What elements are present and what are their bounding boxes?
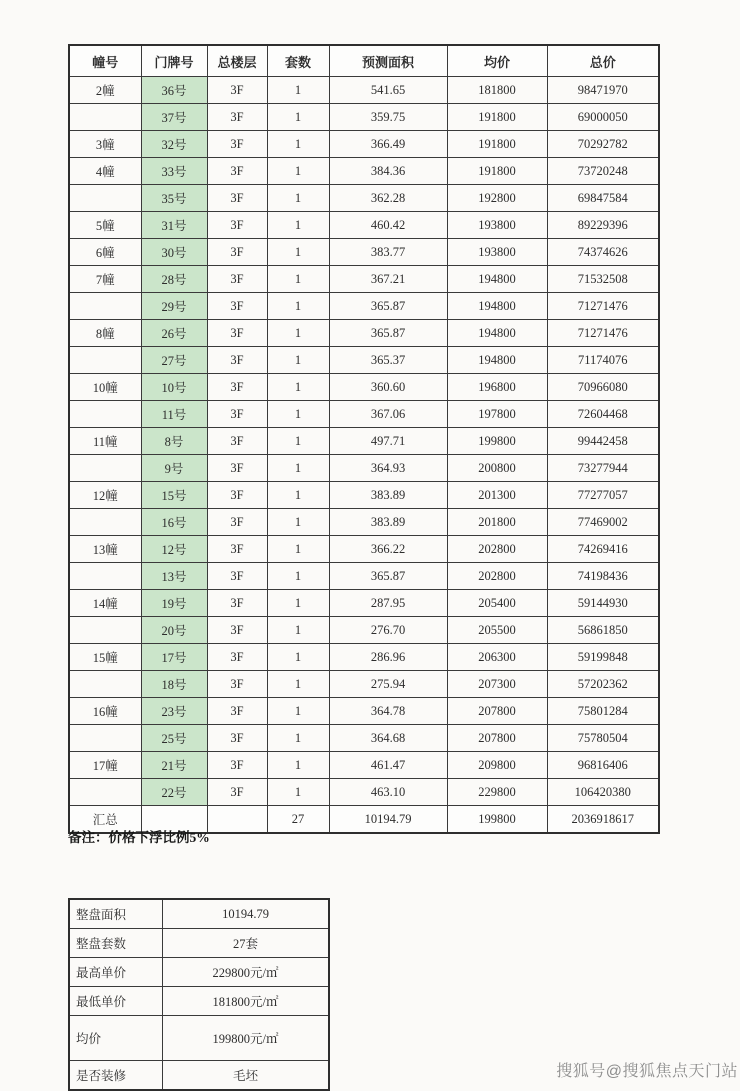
cell: 1: [267, 212, 329, 239]
pricing-table: [68, 44, 660, 834]
cell: 74198436: [547, 563, 659, 590]
door-number-cell: 31号: [141, 212, 207, 239]
cell: [69, 617, 141, 644]
cell: 383.89: [329, 482, 447, 509]
column-header: 均价: [447, 45, 547, 77]
cell: 367.06: [329, 401, 447, 428]
cell: 1: [267, 752, 329, 779]
cell: 69000050: [547, 104, 659, 131]
cell: 197800: [447, 401, 547, 428]
cell: 69847584: [547, 185, 659, 212]
cell: 383.77: [329, 239, 447, 266]
cell: 286.96: [329, 644, 447, 671]
door-number-cell: 8号: [141, 428, 207, 455]
cell: 3F: [207, 347, 267, 374]
cell: 96816406: [547, 752, 659, 779]
cell: 106420380: [547, 779, 659, 806]
column-header: 预测面积: [329, 45, 447, 77]
door-number-cell: 21号: [141, 752, 207, 779]
door-number-cell: 28号: [141, 266, 207, 293]
cell: 73277944: [547, 455, 659, 482]
info-label: 是否装修: [69, 1061, 163, 1091]
cell: 98471970: [547, 77, 659, 104]
cell: 3F: [207, 536, 267, 563]
door-number-cell: 32号: [141, 131, 207, 158]
door-number-cell: 13号: [141, 563, 207, 590]
cell: 1: [267, 104, 329, 131]
cell: 1: [267, 428, 329, 455]
cell: 8幢: [69, 320, 141, 347]
door-number-cell: 36号: [141, 77, 207, 104]
column-header: 幢号: [69, 45, 141, 77]
cell: 1: [267, 239, 329, 266]
cell: 205500: [447, 617, 547, 644]
table-row: [69, 77, 659, 104]
cell: 194800: [447, 266, 547, 293]
door-number-cell: 35号: [141, 185, 207, 212]
table-row: [69, 590, 659, 617]
cell: 3F: [207, 590, 267, 617]
cell: 3F: [207, 185, 267, 212]
column-header: 套数: [267, 45, 329, 77]
column-header: 门牌号: [141, 45, 207, 77]
info-value: 毛坯: [163, 1061, 330, 1091]
cell: 1: [267, 77, 329, 104]
cell: 1: [267, 536, 329, 563]
cell: 3F: [207, 428, 267, 455]
info-value: 181800元/㎡: [163, 987, 330, 1016]
cell: 6幢: [69, 239, 141, 266]
cell: 461.47: [329, 752, 447, 779]
cell: 3F: [207, 212, 267, 239]
cell: 202800: [447, 563, 547, 590]
cell: 3幢: [69, 131, 141, 158]
cell: 359.75: [329, 104, 447, 131]
door-number-cell: 12号: [141, 536, 207, 563]
info-value: 199800元/㎡: [163, 1016, 330, 1061]
cell: 365.37: [329, 347, 447, 374]
cell: 206300: [447, 644, 547, 671]
cell: 201300: [447, 482, 547, 509]
cell: 207800: [447, 725, 547, 752]
cell: 194800: [447, 293, 547, 320]
cell: 71271476: [547, 293, 659, 320]
cell: 汇总: [69, 806, 141, 834]
cell: 193800: [447, 212, 547, 239]
door-number-cell: 18号: [141, 671, 207, 698]
door-number-cell: 10号: [141, 374, 207, 401]
cell: 463.10: [329, 779, 447, 806]
cell: 13幢: [69, 536, 141, 563]
cell: 191800: [447, 131, 547, 158]
cell: 77277057: [547, 482, 659, 509]
cell: [69, 779, 141, 806]
cell: 15幢: [69, 644, 141, 671]
cell: 3F: [207, 104, 267, 131]
cell: 364.68: [329, 725, 447, 752]
cell: 1: [267, 779, 329, 806]
cell: 57202362: [547, 671, 659, 698]
cell: 360.60: [329, 374, 447, 401]
table-row: [69, 374, 659, 401]
cell: 12幢: [69, 482, 141, 509]
cell: 56861850: [547, 617, 659, 644]
cell: 3F: [207, 644, 267, 671]
table-row: [69, 401, 659, 428]
info-row: [69, 1016, 329, 1061]
cell: 1: [267, 185, 329, 212]
table-row: [69, 158, 659, 185]
cell: 27: [267, 806, 329, 834]
table-row: [69, 725, 659, 752]
door-number-cell: 15号: [141, 482, 207, 509]
pricing-table-header-row: [69, 45, 659, 77]
cell: 1: [267, 347, 329, 374]
door-number-cell: 37号: [141, 104, 207, 131]
cell: 3F: [207, 779, 267, 806]
cell: 3F: [207, 698, 267, 725]
cell: 1: [267, 644, 329, 671]
cell: [69, 293, 141, 320]
cell: 3F: [207, 455, 267, 482]
table-row: [69, 536, 659, 563]
table-row: [69, 320, 659, 347]
cell: 70966080: [547, 374, 659, 401]
table-row: [69, 455, 659, 482]
cell: 3F: [207, 239, 267, 266]
table-row: [69, 239, 659, 266]
cell: 75780504: [547, 725, 659, 752]
door-number-cell: 9号: [141, 455, 207, 482]
cell: 7幢: [69, 266, 141, 293]
cell: 59144930: [547, 590, 659, 617]
door-number-cell: 17号: [141, 644, 207, 671]
cell: 193800: [447, 239, 547, 266]
cell: 4幢: [69, 158, 141, 185]
table-row: [69, 212, 659, 239]
cell: 16幢: [69, 698, 141, 725]
cell: 1: [267, 266, 329, 293]
cell: 287.95: [329, 590, 447, 617]
table-row: [69, 293, 659, 320]
cell: 541.65: [329, 77, 447, 104]
cell: 1: [267, 374, 329, 401]
cell: 384.36: [329, 158, 447, 185]
cell: 199800: [447, 806, 547, 834]
cell: 196800: [447, 374, 547, 401]
cell: 194800: [447, 347, 547, 374]
cell: 3F: [207, 131, 267, 158]
cell: 275.94: [329, 671, 447, 698]
cell: [69, 455, 141, 482]
cell: 1: [267, 617, 329, 644]
table-row: [69, 563, 659, 590]
door-number-cell: 23号: [141, 698, 207, 725]
cell: 71532508: [547, 266, 659, 293]
cell: 75801284: [547, 698, 659, 725]
cell: [69, 671, 141, 698]
cell: 1: [267, 671, 329, 698]
cell: 209800: [447, 752, 547, 779]
cell: 17幢: [69, 752, 141, 779]
cell: 3F: [207, 482, 267, 509]
table-row: [69, 428, 659, 455]
cell: 3F: [207, 509, 267, 536]
pricing-table-body: [69, 77, 659, 834]
cell: 365.87: [329, 563, 447, 590]
cell: 3F: [207, 77, 267, 104]
door-number-cell: 20号: [141, 617, 207, 644]
cell: 1: [267, 131, 329, 158]
cell: 1: [267, 158, 329, 185]
table-row: [69, 752, 659, 779]
door-number-cell: 29号: [141, 293, 207, 320]
cell: [69, 725, 141, 752]
door-number-cell: 26号: [141, 320, 207, 347]
cell: 229800: [447, 779, 547, 806]
cell: 200800: [447, 455, 547, 482]
cell: 1: [267, 482, 329, 509]
cell: 3F: [207, 752, 267, 779]
info-row: [69, 899, 329, 929]
cell: 3F: [207, 725, 267, 752]
info-label: 最高单价: [69, 958, 163, 987]
cell: 367.21: [329, 266, 447, 293]
watermark: 搜狐号@搜狐焦点天门站: [556, 1063, 738, 1080]
cell: 10幢: [69, 374, 141, 401]
door-number-cell: 19号: [141, 590, 207, 617]
cell: 2幢: [69, 77, 141, 104]
info-value: 229800元/㎡: [163, 958, 330, 987]
cell: 366.49: [329, 131, 447, 158]
cell: 70292782: [547, 131, 659, 158]
table-row: [69, 671, 659, 698]
cell: 89229396: [547, 212, 659, 239]
cell: 364.93: [329, 455, 447, 482]
cell: 59199848: [547, 644, 659, 671]
price-note: 备注：价格下浮比例5%: [68, 830, 210, 845]
table-row: [69, 185, 659, 212]
cell: 5幢: [69, 212, 141, 239]
cell: 191800: [447, 158, 547, 185]
cell: 3F: [207, 401, 267, 428]
cell: [207, 806, 267, 834]
door-number-cell: 16号: [141, 509, 207, 536]
table-row: [69, 266, 659, 293]
cell: 362.28: [329, 185, 447, 212]
table-row: [69, 482, 659, 509]
cell: 73720248: [547, 158, 659, 185]
cell: 383.89: [329, 509, 447, 536]
info-row: [69, 987, 329, 1016]
table-row: [69, 509, 659, 536]
info-table-body: [69, 899, 329, 1090]
cell: 497.71: [329, 428, 447, 455]
door-number-cell: 25号: [141, 725, 207, 752]
cell: 14幢: [69, 590, 141, 617]
cell: 201800: [447, 509, 547, 536]
cell: 3F: [207, 671, 267, 698]
info-value: 10194.79: [163, 899, 330, 929]
cell: [69, 563, 141, 590]
cell: [69, 104, 141, 131]
cell: 77469002: [547, 509, 659, 536]
info-label: 最低单价: [69, 987, 163, 1016]
cell: 365.87: [329, 293, 447, 320]
table-row: [69, 131, 659, 158]
door-number-cell: 33号: [141, 158, 207, 185]
cell: [69, 347, 141, 374]
door-number-cell: 22号: [141, 779, 207, 806]
cell: 2036918617: [547, 806, 659, 834]
cell: 191800: [447, 104, 547, 131]
table-row: [69, 698, 659, 725]
cell: 205400: [447, 590, 547, 617]
cell: 72604468: [547, 401, 659, 428]
info-value: 27套: [163, 929, 330, 958]
table-row: [69, 347, 659, 374]
cell: 71174076: [547, 347, 659, 374]
table-row: [69, 779, 659, 806]
cell: 1: [267, 563, 329, 590]
cell: 1: [267, 509, 329, 536]
cell: [69, 509, 141, 536]
cell: 366.22: [329, 536, 447, 563]
cell: 202800: [447, 536, 547, 563]
door-number-cell: 11号: [141, 401, 207, 428]
cell: 1: [267, 320, 329, 347]
table-row: [69, 617, 659, 644]
info-row: [69, 958, 329, 987]
table-row: [69, 104, 659, 131]
cell: 3F: [207, 617, 267, 644]
info-label: 整盘面积: [69, 899, 163, 929]
cell: 99442458: [547, 428, 659, 455]
cell: 3F: [207, 158, 267, 185]
column-header: 总价: [547, 45, 659, 77]
cell: 181800: [447, 77, 547, 104]
cell: 11幢: [69, 428, 141, 455]
cell: 1: [267, 293, 329, 320]
cell: 1: [267, 698, 329, 725]
cell: 74374626: [547, 239, 659, 266]
cell: 10194.79: [329, 806, 447, 834]
table-row: [69, 644, 659, 671]
cell: 276.70: [329, 617, 447, 644]
cell: 1: [267, 590, 329, 617]
info-label: 均价: [69, 1016, 163, 1061]
door-number-cell: 30号: [141, 239, 207, 266]
column-header: 总楼层: [207, 45, 267, 77]
cell: 74269416: [547, 536, 659, 563]
cell: 71271476: [547, 320, 659, 347]
cell: 3F: [207, 563, 267, 590]
summary-info-table: [68, 898, 330, 1091]
cell: 3F: [207, 374, 267, 401]
cell: 3F: [207, 293, 267, 320]
cell: [69, 185, 141, 212]
cell: 194800: [447, 320, 547, 347]
cell: 1: [267, 455, 329, 482]
cell: 365.87: [329, 320, 447, 347]
info-label: 整盘套数: [69, 929, 163, 958]
cell: 1: [267, 725, 329, 752]
cell: 207300: [447, 671, 547, 698]
cell: 1: [267, 401, 329, 428]
cell: 207800: [447, 698, 547, 725]
door-number-cell: 27号: [141, 347, 207, 374]
cell: 3F: [207, 320, 267, 347]
cell: 364.78: [329, 698, 447, 725]
cell: 199800: [447, 428, 547, 455]
cell: 192800: [447, 185, 547, 212]
cell: 460.42: [329, 212, 447, 239]
cell: 3F: [207, 266, 267, 293]
cell: [69, 401, 141, 428]
info-row: [69, 929, 329, 958]
